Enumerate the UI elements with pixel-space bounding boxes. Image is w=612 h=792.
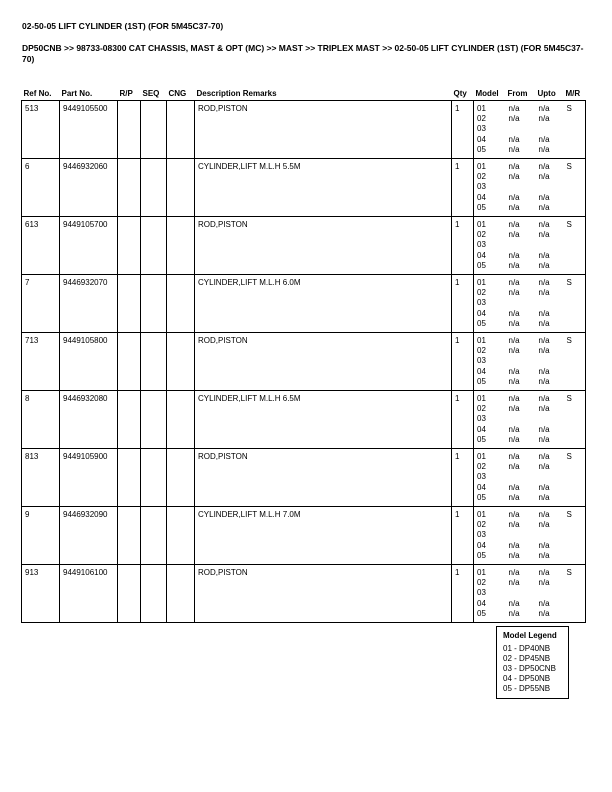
mr-cell: S [564, 101, 586, 159]
upto-cell-line [539, 472, 564, 482]
from-cell [506, 333, 536, 391]
from-cell-line: n/a [508, 230, 520, 240]
from-cell-line [509, 530, 536, 540]
seq-cell [141, 565, 167, 623]
from-cell-line: n/a [508, 520, 520, 530]
part-no-cell: 9449105800 [60, 333, 118, 391]
from-cell [506, 275, 536, 333]
mr-cell: S [564, 507, 586, 565]
table-row [22, 449, 586, 507]
from-cell-line [509, 240, 536, 250]
cng-cell [167, 391, 195, 449]
model-cell [474, 507, 506, 565]
upto-cell [536, 275, 564, 333]
from-cell-line: n/a [508, 134, 520, 144]
from-cell-line: n/a [508, 394, 520, 403]
table-row [22, 159, 586, 217]
from-cell-line: n/a [508, 278, 520, 287]
from-cell-line: n/a [508, 260, 520, 270]
upto-cell-line: n/a [538, 144, 550, 154]
upto-cell-line: n/a [538, 308, 550, 318]
model-cell-line: 04 [477, 366, 486, 376]
col-model: Model [474, 86, 506, 101]
description-cell: ROD,PISTON [195, 449, 452, 507]
mr-cell: S [564, 565, 586, 623]
upto-cell-line: n/a [538, 260, 550, 270]
from-cell-line: n/a [508, 162, 520, 171]
parts-table [21, 86, 586, 623]
description-cell: CYLINDER,LIFT M.L.H 7.0M [195, 507, 452, 565]
qty-cell: 1 [452, 101, 474, 159]
description-cell: ROD,PISTON [195, 101, 452, 159]
upto-cell-line: n/a [538, 394, 550, 403]
description-cell: CYLINDER,LIFT M.L.H 6.0M [195, 275, 452, 333]
from-cell-line: n/a [508, 540, 520, 550]
model-cell-line: 05 [477, 260, 486, 270]
upto-cell-line: n/a [538, 134, 550, 144]
from-cell-line: n/a [508, 482, 520, 492]
col-part-no: Part No. [60, 86, 118, 101]
model-legend [496, 626, 569, 699]
from-cell-line: n/a [508, 404, 520, 414]
from-cell-line [509, 588, 536, 598]
upto-cell-line: n/a [538, 550, 550, 560]
description-cell: ROD,PISTON [195, 217, 452, 275]
cng-cell [167, 333, 195, 391]
from-cell-line: n/a [508, 202, 520, 212]
from-cell-line: n/a [508, 220, 520, 229]
table-row [22, 101, 586, 159]
from-cell-line: n/a [508, 492, 520, 502]
legend-item: 04 - DP50NB [503, 674, 551, 683]
model-cell [474, 275, 506, 333]
col-cng: CNG [167, 86, 195, 101]
model-cell-line: 05 [477, 550, 486, 560]
upto-cell-line: n/a [538, 462, 550, 472]
part-no-cell: 9446932070 [60, 275, 118, 333]
from-cell-line: n/a [508, 172, 520, 182]
upto-cell-line: n/a [538, 376, 550, 386]
qty-cell: 1 [452, 565, 474, 623]
cng-cell [167, 507, 195, 565]
from-cell-line: n/a [508, 424, 520, 434]
legend-item: 05 - DP55NB [503, 684, 551, 693]
upto-cell-line: n/a [538, 250, 550, 260]
model-cell-line: 02 [477, 346, 486, 356]
ref-no-cell: 713 [22, 333, 60, 391]
col-mr: M/R [564, 86, 586, 101]
model-cell-line: 04 [477, 308, 486, 318]
rp-cell [118, 449, 141, 507]
upto-cell-line: n/a [538, 540, 550, 550]
from-cell-line: n/a [508, 308, 520, 318]
table-row [22, 275, 586, 333]
from-cell-line: n/a [508, 336, 520, 345]
model-cell [474, 391, 506, 449]
model-cell-line: 01 [477, 568, 486, 577]
from-cell [506, 391, 536, 449]
mr-cell: S [564, 275, 586, 333]
seq-cell [141, 159, 167, 217]
legend-item: 01 - DP40NB [503, 644, 551, 653]
table-row [22, 391, 586, 449]
upto-cell-line: n/a [538, 424, 550, 434]
model-cell-line: 02 [477, 288, 486, 298]
rp-cell [118, 391, 141, 449]
table-row [22, 333, 586, 391]
description-cell: CYLINDER,LIFT M.L.H 6.5M [195, 391, 452, 449]
part-no-cell: 9449105900 [60, 449, 118, 507]
model-cell-line: 05 [477, 318, 486, 328]
part-no-cell: 9449105500 [60, 101, 118, 159]
seq-cell [141, 101, 167, 159]
part-no-cell: 9449105700 [60, 217, 118, 275]
col-qty: Qty [452, 86, 474, 101]
col-rp: R/P [118, 86, 141, 101]
from-cell-line [509, 356, 536, 366]
upto-cell-line: n/a [538, 278, 550, 287]
model-cell [474, 217, 506, 275]
from-cell-line: n/a [508, 144, 520, 154]
from-cell [506, 565, 536, 623]
ref-no-cell: 9 [22, 507, 60, 565]
rp-cell [118, 507, 141, 565]
from-cell-line: n/a [508, 318, 520, 328]
rp-cell [118, 101, 141, 159]
from-cell-line: n/a [508, 114, 520, 124]
upto-cell-line: n/a [538, 318, 550, 328]
mr-cell: S [564, 333, 586, 391]
upto-cell-line: n/a [538, 114, 550, 124]
description-cell: CYLINDER,LIFT M.L.H 5.5M [195, 159, 452, 217]
model-cell-line: 04 [477, 424, 486, 434]
cng-cell [167, 159, 195, 217]
parts-table-body [22, 101, 586, 623]
model-cell [474, 101, 506, 159]
page-title: 02-50-05 LIFT CYLINDER (1ST) (FOR 5M45C37-70) [22, 21, 224, 31]
model-cell-line: 01 [477, 104, 486, 113]
upto-cell [536, 507, 564, 565]
model-cell-line: 03 [477, 124, 486, 134]
ref-no-cell: 7 [22, 275, 60, 333]
legend-title: Model Legend [503, 631, 557, 640]
from-cell-line [509, 472, 536, 482]
model-cell [474, 449, 506, 507]
upto-cell-line: n/a [538, 288, 550, 298]
upto-cell-line [539, 182, 564, 192]
model-cell [474, 565, 506, 623]
from-cell-line: n/a [508, 462, 520, 472]
from-cell-line: n/a [508, 608, 520, 618]
from-cell-line: n/a [508, 104, 520, 113]
table-row [22, 565, 586, 623]
col-description: Description Remarks [195, 86, 452, 101]
breadcrumb: DP50CNB >> 98733-08300 CAT CHASSIS, MAST & OPT (MC) >> MAST >> TRIPLEX MAST >> 02-50-05 LIFT CYLINDER (1ST) (FOR 5M45C37-70) [22, 43, 584, 64]
model-cell-line: 04 [477, 540, 486, 550]
upto-cell-line: n/a [538, 482, 550, 492]
upto-cell-line [539, 530, 564, 540]
model-cell-line: 02 [477, 230, 486, 240]
col-seq: SEQ [141, 86, 167, 101]
rp-cell [118, 217, 141, 275]
model-cell-line: 02 [477, 172, 486, 182]
rp-cell [118, 275, 141, 333]
part-no-cell: 9446932080 [60, 391, 118, 449]
model-cell-line: 01 [477, 278, 486, 287]
from-cell [506, 507, 536, 565]
mr-cell: S [564, 449, 586, 507]
from-cell-line [509, 124, 536, 134]
upto-cell-line: n/a [538, 336, 550, 345]
legend-item: 02 - DP45NB [503, 654, 551, 663]
upto-cell [536, 217, 564, 275]
col-from: From [506, 86, 536, 101]
from-cell-line: n/a [508, 346, 520, 356]
model-cell-line: 05 [477, 492, 486, 502]
from-cell-line: n/a [508, 510, 520, 519]
model-cell-line: 02 [477, 114, 486, 124]
from-cell-line: n/a [508, 288, 520, 298]
upto-cell-line [539, 298, 564, 308]
rp-cell [118, 159, 141, 217]
qty-cell: 1 [452, 449, 474, 507]
model-cell-line: 05 [477, 202, 486, 212]
model-cell-line: 04 [477, 482, 486, 492]
mr-cell: S [564, 217, 586, 275]
from-cell-line: n/a [508, 366, 520, 376]
upto-cell-line: n/a [538, 404, 550, 414]
upto-cell-line: n/a [538, 608, 550, 618]
cng-cell [167, 101, 195, 159]
model-cell-line: 05 [477, 376, 486, 386]
from-cell [506, 159, 536, 217]
seq-cell [141, 507, 167, 565]
col-ref-no: Ref No. [22, 86, 60, 101]
part-no-cell: 9449106100 [60, 565, 118, 623]
model-cell-line: 03 [477, 182, 486, 192]
upto-cell-line: n/a [538, 202, 550, 212]
from-cell-line: n/a [508, 598, 520, 608]
upto-cell-line [539, 414, 564, 424]
model-cell-line: 02 [477, 520, 486, 530]
rp-cell [118, 565, 141, 623]
upto-cell-line: n/a [538, 452, 550, 461]
qty-cell: 1 [452, 217, 474, 275]
model-cell-line: 04 [477, 134, 486, 144]
upto-cell [536, 391, 564, 449]
mr-cell: S [564, 391, 586, 449]
upto-cell-line: n/a [538, 172, 550, 182]
upto-cell [536, 449, 564, 507]
upto-cell-line: n/a [538, 366, 550, 376]
from-cell-line [509, 298, 536, 308]
table-row [22, 507, 586, 565]
model-cell-line: 04 [477, 250, 486, 260]
qty-cell: 1 [452, 391, 474, 449]
upto-cell-line: n/a [538, 104, 550, 113]
model-cell-line: 01 [477, 336, 486, 345]
upto-cell-line: n/a [538, 192, 550, 202]
upto-cell [536, 333, 564, 391]
upto-cell-line: n/a [538, 434, 550, 444]
from-cell [506, 217, 536, 275]
table-header-row [22, 86, 586, 101]
model-cell-line: 01 [477, 452, 486, 461]
cng-cell [167, 565, 195, 623]
description-cell: ROD,PISTON [195, 333, 452, 391]
model-cell-line: 03 [477, 588, 486, 598]
model-cell-line: 02 [477, 578, 486, 588]
seq-cell [141, 449, 167, 507]
upto-cell-line: n/a [538, 598, 550, 608]
upto-cell-line: n/a [538, 568, 550, 577]
model-cell-line: 02 [477, 462, 486, 472]
qty-cell: 1 [452, 507, 474, 565]
from-cell-line: n/a [508, 452, 520, 461]
model-cell-line: 03 [477, 472, 486, 482]
model-cell-line: 02 [477, 404, 486, 414]
from-cell [506, 101, 536, 159]
model-cell-line: 03 [477, 240, 486, 250]
description-cell: ROD,PISTON [195, 565, 452, 623]
from-cell-line: n/a [508, 568, 520, 577]
upto-cell [536, 101, 564, 159]
upto-cell-line: n/a [538, 578, 550, 588]
part-no-cell: 9446932090 [60, 507, 118, 565]
upto-cell-line: n/a [538, 520, 550, 530]
mr-cell: S [564, 159, 586, 217]
qty-cell: 1 [452, 159, 474, 217]
from-cell-line [509, 182, 536, 192]
upto-cell-line: n/a [538, 510, 550, 519]
qty-cell: 1 [452, 333, 474, 391]
upto-cell-line: n/a [538, 230, 550, 240]
model-cell-line: 03 [477, 530, 486, 540]
seq-cell [141, 217, 167, 275]
upto-cell [536, 565, 564, 623]
model-cell-line: 03 [477, 356, 486, 366]
from-cell-line: n/a [508, 434, 520, 444]
from-cell-line: n/a [508, 578, 520, 588]
seq-cell [141, 333, 167, 391]
seq-cell [141, 275, 167, 333]
model-cell [474, 159, 506, 217]
cng-cell [167, 217, 195, 275]
seq-cell [141, 391, 167, 449]
qty-cell: 1 [452, 275, 474, 333]
model-cell-line: 05 [477, 608, 486, 618]
upto-cell-line: n/a [538, 346, 550, 356]
ref-no-cell: 913 [22, 565, 60, 623]
model-cell-line: 01 [477, 220, 486, 229]
model-cell-line: 05 [477, 434, 486, 444]
table-row [22, 217, 586, 275]
upto-cell [536, 159, 564, 217]
ref-no-cell: 613 [22, 217, 60, 275]
from-cell-line: n/a [508, 192, 520, 202]
col-upto: Upto [536, 86, 564, 101]
ref-no-cell: 513 [22, 101, 60, 159]
model-cell-line: 01 [477, 394, 486, 403]
upto-cell-line [539, 124, 564, 134]
upto-cell-line: n/a [538, 162, 550, 171]
from-cell [506, 449, 536, 507]
ref-no-cell: 6 [22, 159, 60, 217]
ref-no-cell: 813 [22, 449, 60, 507]
model-cell-line: 04 [477, 598, 486, 608]
upto-cell-line: n/a [538, 492, 550, 502]
upto-cell-line [539, 588, 564, 598]
upto-cell-line [539, 356, 564, 366]
upto-cell-line: n/a [538, 220, 550, 229]
model-cell-line: 03 [477, 414, 486, 424]
legend-item: 03 - DP50CNB [503, 664, 556, 673]
cng-cell [167, 275, 195, 333]
model-cell [474, 333, 506, 391]
upto-cell-line [539, 240, 564, 250]
model-cell-line: 03 [477, 298, 486, 308]
from-cell-line: n/a [508, 550, 520, 560]
ref-no-cell: 8 [22, 391, 60, 449]
from-cell-line: n/a [508, 250, 520, 260]
model-cell-line: 04 [477, 192, 486, 202]
model-cell-line: 05 [477, 144, 486, 154]
cng-cell [167, 449, 195, 507]
from-cell-line: n/a [508, 376, 520, 386]
model-cell-line: 01 [477, 510, 486, 519]
part-no-cell: 9446932060 [60, 159, 118, 217]
from-cell-line [509, 414, 536, 424]
rp-cell [118, 333, 141, 391]
model-cell-line: 01 [477, 162, 486, 171]
